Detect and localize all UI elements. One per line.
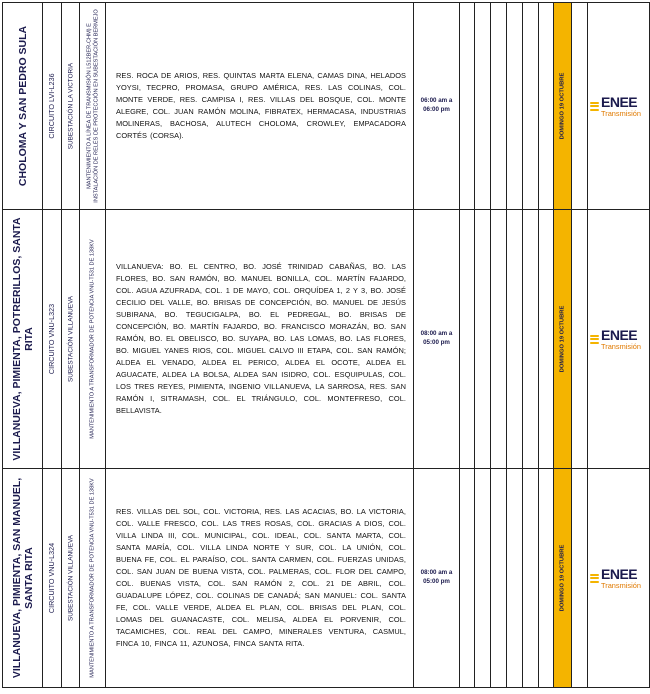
circuit-cell <box>43 210 62 469</box>
time-cell <box>414 3 460 210</box>
work-cell <box>80 469 106 688</box>
zone-cell <box>3 469 43 688</box>
circuit-cell <box>43 3 62 210</box>
work-description: MANTENIMIENTO A LÍNEA DE TRANSMISIÓN L512BER-CHM) E INSTALACIÓN DE RELÉS DE PROTECCIÓN EN SUBESTACIÓN BERMEJO <box>85 9 99 203</box>
blank-cell <box>523 469 539 688</box>
affected-sectors: RES. ROCA DE ARIOS, RES. QUINTAS MARTA ELENA, CAMAS DINA, HELADOS YOYSI, TECPRO, PROMASA, GRUPO AMÉRICA, RES. LAS COLINAS, COL. MONTE VERDE, RES. CAMPISA I, RES. VILLAS DEL BOSQUE, COL. MONTE ALEGRE, COL. JUAN RAMÓN MOLINA, FIBRATEX, HERMACASA, INDUSTRIAS MOLINERAS, BACHOSA, ALUTECH CHOLOMA, CROWLEY, EMPACADORA CORTÉS (CORSA). <box>116 71 406 140</box>
circuit-label: CIRCUITO VNU-L324 <box>46 542 56 614</box>
affected-sectors: RES. VILLAS DEL SOL, COL. VICTORIA, RES. LAS ACACIAS, BO. LA VICTORIA, COL. VALLE FRESCO, COL. LAS TRES ROSAS, COL. GRACIAS A DIOS, COL. VILLA LINDA III, COL. MUNICIPAL, COL. IDEAL, COL. SANTA MARTA, COL. SANTA MARÍA, COL. VILLA LINDA NORTE Y SUR, COL. LA UNIÓN, COL. BUENA FE, COL. EL PARAÍSO, COL. SANTA CARMEN, COL. FUERZAS UNIDAS, COL. SAN JUAN DE BUENA VISTA, COL. PALMERAS, COL. FLOR DEL CAMPO, COL. BUENAS VISTA, COL. SAN RAMÓN 2, COL. 21 DE ABRIL, COL. GUADALUPE LÓPEZ, COL. COLINAS DE CANADÁ; SAN MANUEL: COL. SANTA FE, COL. VALLE VERDE, ALDEA EL PLAN, COL. BRISAS DEL PLAN, COL. LOMAS DEL GUANACASTE, COL. MELISA, ALDEA EL PORVENIR, COL. TACAMICHES, COL. REAL DEL CAMPO, MINERALES VENTURA, CASMUL, FINCA 10, FINCA 11, AZUNOSA, FINCA SANTA RITA. <box>116 507 406 648</box>
blank-cell <box>523 3 539 210</box>
date-cell <box>554 469 572 688</box>
date-label: DOMINGO 19 OCTUBRE <box>559 544 566 612</box>
blank-cell <box>491 3 507 210</box>
time-end: 05:00 pm <box>423 339 450 346</box>
table-row <box>3 469 650 688</box>
logo-subtitle: Transmisión <box>601 341 641 351</box>
sectors-cell <box>106 210 414 469</box>
zone-cell <box>3 210 43 469</box>
blank-cell <box>539 210 554 469</box>
enee-logo <box>588 567 649 589</box>
substation-label: SUBESTACIÓN VILLANUEVA <box>66 534 74 622</box>
substation-label: SUBESTACIÓN LA VICTORIA <box>66 62 74 150</box>
blank-cell <box>572 210 588 469</box>
time-start: 08:00 am a <box>420 569 453 577</box>
zone-cell <box>3 3 43 210</box>
logo-subtitle: Transmisión <box>601 108 641 118</box>
enee-logo <box>588 328 649 350</box>
zone-label: CHOLOMA Y SAN PEDRO SULA <box>16 25 29 187</box>
blank-cell <box>507 210 523 469</box>
time-cell <box>414 210 460 469</box>
work-description: MANTENIMIENTO A TRANSFORMADOR DE POTENCIA VNU-T531 DE 138KV <box>89 239 96 439</box>
affected-sectors: VILLANUEVA: BO. EL CENTRO, BO. JOSÉ TRINIDAD CABAÑAS, BO. LAS FLORES, BO. SAN RAMÓN, BO. MANUEL BONILLA, COL. MARTÍN FAJARDO, COL. AGUA AZUFRADA, COL. 1 DE MAYO, COL. ORQUÍDEA 1, 2 Y 3, BO. JOSÉ CECILIO DEL VALLE, BO. BRISAS DE CONCEPCIÓN, BO. MANUEL DE JESÚS SUBIRANA, BO. TEGUCIGALPA, BO. EL PEDREGAL, BO. BRISAS DE CONCEPCIÓN, BO. MARTÍN FAJARDO, BO. FRANCISCO MORAZÁN, BO. SAN RAMÓN, BO. EL OBELISCO, BO. SUYAPA, BO. LAS LOMAS, BO. LAS FLORES, BO. MIGUEL YANES RIOS, COL. MIGUEL CALVO III ETAPA, COL. SAN RAMÓN; ALDEA EL VENADO, ALDEA EL PERICO, ALDEA EL OCOTE, ALDEA EL AGUACATE, ALDEA LA BOLSA, ALDEA SAN ISIDRO, COL. ESQUIPULAS, COL. LOS TRES REYES, PIMIENTA, INGENIO VILLANUEVA, LA SARROSA, RES. SAN RAMÓN I, SITRAMASH, COL. EL TRIÁNGULO, COL. MONTEFRESO, COL. BELLAVISTA. <box>116 262 406 415</box>
logo-name: ENEE <box>601 326 638 343</box>
zone-label: VILLANUEVA, PIMIENTA, POTRERILLOS, SANTA RITA <box>10 217 35 461</box>
blank-cell <box>491 210 507 469</box>
table-row <box>3 3 650 210</box>
enee-mark-icon <box>590 335 599 344</box>
date-label: DOMINGO 19 OCTUBRE <box>559 305 566 373</box>
enee-mark-icon <box>590 102 599 111</box>
substation-label: SUBESTACIÓN VILLANUEVA <box>66 295 74 383</box>
logo-cell <box>588 3 650 210</box>
logo-name: ENEE <box>601 565 638 582</box>
logo-name: ENEE <box>601 93 638 110</box>
circuit-cell <box>43 469 62 688</box>
zone-label: VILLANUEVA, PIMIENTA, SAN MANUEL, SANTA RITA <box>10 477 35 679</box>
table-row <box>3 210 650 469</box>
date-label: DOMINGO 19 OCTUBRE <box>559 72 566 140</box>
blank-cell <box>507 3 523 210</box>
blank-cell <box>507 469 523 688</box>
blank-cell <box>475 3 491 210</box>
circuit-label: CIRCUITO VNU-L323 <box>46 303 56 375</box>
circuit-label: CIRCUITO LVI-L236 <box>46 73 56 139</box>
blank-cell <box>539 469 554 688</box>
blank-cell <box>539 3 554 210</box>
time-end: 05:00 pm <box>423 578 450 585</box>
work-cell <box>80 3 106 210</box>
enee-mark-icon <box>590 574 599 583</box>
blank-cell <box>460 3 475 210</box>
time-start: 08:00 am a <box>420 330 453 338</box>
time-start: 06:00 am a <box>420 97 453 105</box>
time-cell <box>414 469 460 688</box>
blank-cell <box>475 210 491 469</box>
substation-cell <box>62 210 80 469</box>
substation-cell <box>62 3 80 210</box>
enee-logo <box>588 95 649 117</box>
sectors-cell <box>106 469 414 688</box>
logo-cell <box>588 210 650 469</box>
logo-cell <box>588 469 650 688</box>
blank-cell <box>460 210 475 469</box>
blank-cell <box>475 469 491 688</box>
work-cell <box>80 210 106 469</box>
blank-cell <box>572 469 588 688</box>
work-description: MANTENIMIENTO A TRANSFORMADOR DE POTENCIA VNU-T531 DE 138KV <box>89 478 96 678</box>
blank-cell <box>523 210 539 469</box>
blank-cell <box>491 469 507 688</box>
logo-subtitle: Transmisión <box>601 580 641 590</box>
outage-schedule-table <box>2 2 650 688</box>
date-cell <box>554 210 572 469</box>
sectors-cell <box>106 3 414 210</box>
time-end: 06:00 pm <box>423 106 450 113</box>
substation-cell <box>62 469 80 688</box>
date-cell <box>554 3 572 210</box>
blank-cell <box>460 469 475 688</box>
blank-cell <box>572 3 588 210</box>
